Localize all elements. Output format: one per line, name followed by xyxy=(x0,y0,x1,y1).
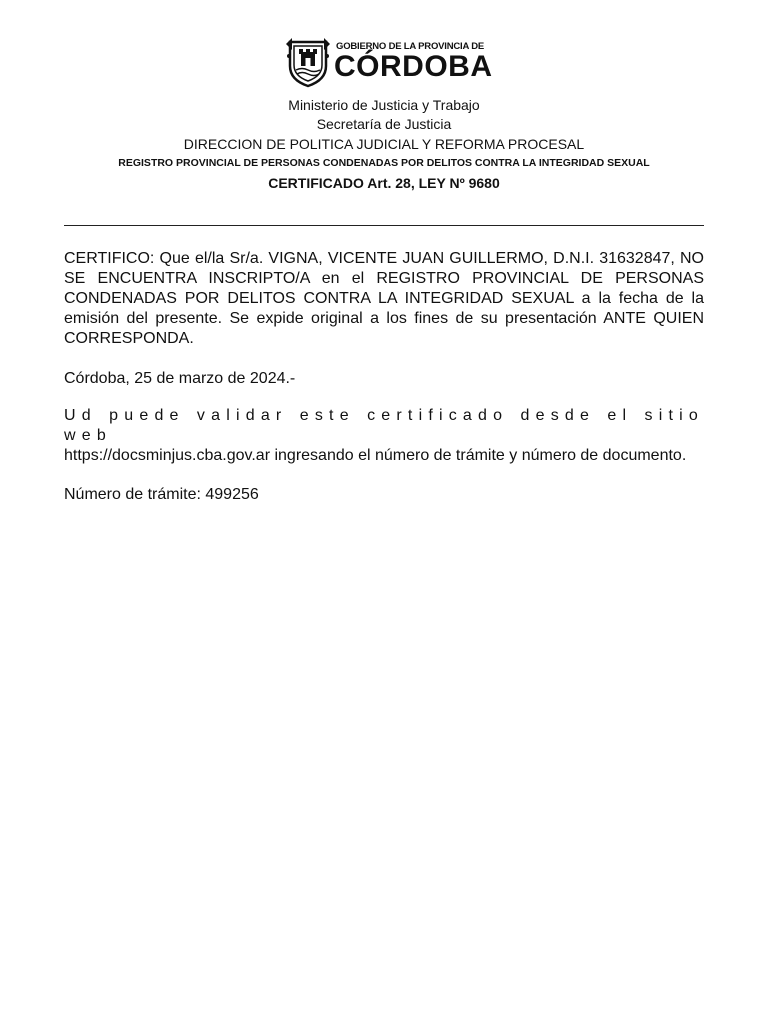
gobierno-cordoba-logo xyxy=(286,36,493,88)
validation-rest: https://docsminjus.cba.gov.ar ingresando el número de trámite y número de documento. xyxy=(64,447,687,464)
logo-line2: CÓRDOBA xyxy=(334,50,493,83)
header-divider xyxy=(64,225,704,226)
certifico-paragraph: CERTIFICO: Que el/la Sr/a. VIGNA, VICENTE JUAN GUILLERMO, D.N.I. 31632847, NO SE ENCUENTRA INSCRIPTO/A en el REGISTRO PROVINCIAL DE PERSONAS CONDENADAS POR DELITOS CONTRA LA INTEGRIDAD SEXUAL a la fecha de la emisión del presente. Se expide original a los fines de su presentación ANTE QUIEN CORRESPONDA. xyxy=(64,250,704,347)
validation-paragraph xyxy=(64,406,704,466)
validation-line1: Ud puede validar este certificado desde el sitio web xyxy=(64,407,704,444)
registry-name: REGISTRO PROVINCIAL DE PERSONAS CONDENADAS POR DELITOS CONTRA LA INTEGRIDAD SEXUAL xyxy=(118,157,650,169)
certificate-title: CERTIFICADO Art. 28, LEY Nº 9680 xyxy=(268,175,500,191)
secretariat-name: Secretaría de Justicia xyxy=(316,116,452,132)
logo-line1: GOBIERNO DE LA PROVINCIA DE xyxy=(336,41,485,52)
place-date: Córdoba, 25 de marzo de 2024.- xyxy=(64,370,296,387)
direction-name: DIRECCION DE POLITICA JUDICIAL Y REFORMA PROCESAL xyxy=(183,136,585,152)
ministry-name: Ministerio de Justicia y Trabajo xyxy=(288,97,480,113)
provincial-shield-icon xyxy=(286,36,330,88)
tramite-number: Número de trámite: 499256 xyxy=(64,486,259,503)
